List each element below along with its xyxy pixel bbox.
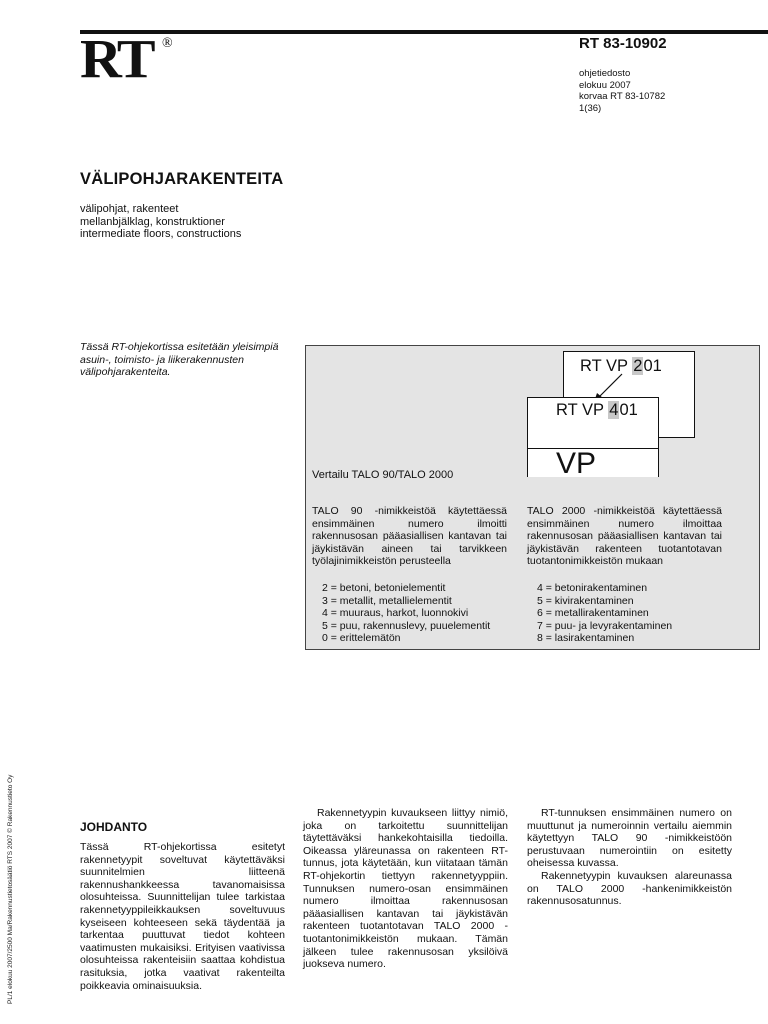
talo90-list xyxy=(312,582,507,645)
paragraph: RT-tunnuksen ensimmäinen numero on muuttunut ja numeroinnin vertailu aiemmin käytettyyn TALO 90 -nimikkeistöön perustuvaan numerointiin on esitetty oheisessa kuvassa. xyxy=(527,807,732,870)
vp-label: VP xyxy=(556,447,597,480)
section-heading: JOHDANTO xyxy=(80,820,148,834)
list-item: 5 = puu, rakennuslevy, puuelementit xyxy=(322,619,491,632)
meta-page: 1(36) xyxy=(579,102,602,114)
list-item: 7 = puu- ja levyrakentaminen xyxy=(537,619,673,632)
highlight-digit: 4 xyxy=(609,401,619,419)
code-label-talo90: RT VP 201 xyxy=(580,357,662,375)
list-item: 4 = muuraus, harkot, luonnokivi xyxy=(322,607,469,620)
code-label-talo2000: RT VP 401 xyxy=(556,401,638,419)
list-item: 6 = metallirakentaminen xyxy=(537,607,649,620)
paragraph: Rakennetyypin kuvaukseen liittyy nimiö, joka on tarkoitettu suunnittelijan täytettäväksi hankekohtaisilla tiedoilla. Oikeassa yläreunassa on rakenteen RT-tunnus, jota käytetään, kun viitataan tämän RT-ohjekortin tiettyyn rakennetyyppiin. Tunnuksen numero-osan ensimmäinen numero ilmoittaa rakennusosan pääasiallisen kantavan tai jäykistävän rakenteen tuotantotavan TALO 2000 -tuotantonimikkeistön mukaan. Tämän jälkeen tulee rakennusosan yksilöivä juokseva numero. xyxy=(303,807,508,971)
meta-replaces: korvaa RT 83-10782 xyxy=(579,91,666,102)
registered-mark: ® xyxy=(162,36,173,51)
body-column-3 xyxy=(527,807,732,908)
body-column-1 xyxy=(80,841,285,992)
paragraph: Rakennetyypin kuvauksen alareunassa on TALO 2000 -hankenimikkeistön rakennusosatunnus. xyxy=(527,869,732,908)
keyword-en: intermediate floors, constructions xyxy=(80,228,242,241)
list-item: 2 = betoni, betonielementit xyxy=(322,581,446,594)
keywords xyxy=(80,203,241,241)
list-item: 5 = kivirakentaminen xyxy=(537,594,634,607)
keyword-fi: välipohjat, rakenteet xyxy=(80,203,179,215)
talo90-text: TALO 90 -nimikkeistöä käytettäessä ensimmäinen numero ilmoitti rakennusosan pääasiallisen kantavan tai jäykistävän aineen tai tarvikkeen työlajinimikkeistön perusteella xyxy=(312,505,507,568)
print-info: PL/1 elokuu 2007/2500 Ma/Rakennustietosäätiö RTS 2007 © Rakennustieto Oy xyxy=(7,774,14,1004)
intro-text: Tässä RT-ohjekortissa esitetään yleisimpiä asuin-, toimisto- ja liikerakennusten välipohjarakenteita. xyxy=(80,341,279,379)
list-item: 8 = lasirakentaminen xyxy=(537,632,635,645)
page-title: VÄLIPOHJARAKENTEITA xyxy=(80,170,284,188)
talo90-column xyxy=(312,505,507,645)
highlight-digit: 2 xyxy=(633,357,643,375)
box-caption: Vertailu TALO 90/TALO 2000 xyxy=(312,469,454,481)
header-rule xyxy=(80,30,768,34)
keyword-sv: mellanbjälklag, konstruktioner xyxy=(80,215,225,228)
document-meta xyxy=(579,68,665,114)
code-card-talo2000 xyxy=(527,397,659,480)
list-item: 4 = betonirakentaminen xyxy=(537,581,648,594)
rt-logo: RT xyxy=(80,28,153,90)
list-item: 3 = metallit, metallielementit xyxy=(322,594,452,607)
talo2000-column xyxy=(527,505,722,645)
body-column-2 xyxy=(303,807,508,971)
talo2000-text: TALO 2000 -nimikkeistöä käytettäessä ensimmäinen numero ilmoittaa rakennusosan pääasiallisen kantavan tai jäykistävän rakenteen tuotantotavan tuotantonimikkeistön mukaan xyxy=(527,505,722,568)
meta-type: ohjetiedosto xyxy=(579,68,631,79)
talo2000-list xyxy=(527,582,722,645)
paragraph: Tässä RT-ohjekortissa esitetyt rakennetyypit soveltuvat käytettäväksi suunnitelmien liitteenä rakennushankkeessa tavanomaisissa olosuhteissa. Suunnittelijan tulee tarkistaa rakennetyyppileikkauksen soveltuvuus kyseiseen kohteeseen sekä täydentää ja tarkentaa puuttuvat tiedot kohteen vaatimusten mukaisiksi. Erityisen vaativissa olosuhteissa rakenteisiin saattaa kohdistua rasituksia, jotka vaativat rakenteilta poikkeavia ominaisuuksia. xyxy=(80,841,285,992)
document-code: RT 83-10902 xyxy=(579,35,667,52)
meta-date: elokuu 2007 xyxy=(579,79,631,91)
list-item: 0 = erittelemätön xyxy=(322,632,401,645)
